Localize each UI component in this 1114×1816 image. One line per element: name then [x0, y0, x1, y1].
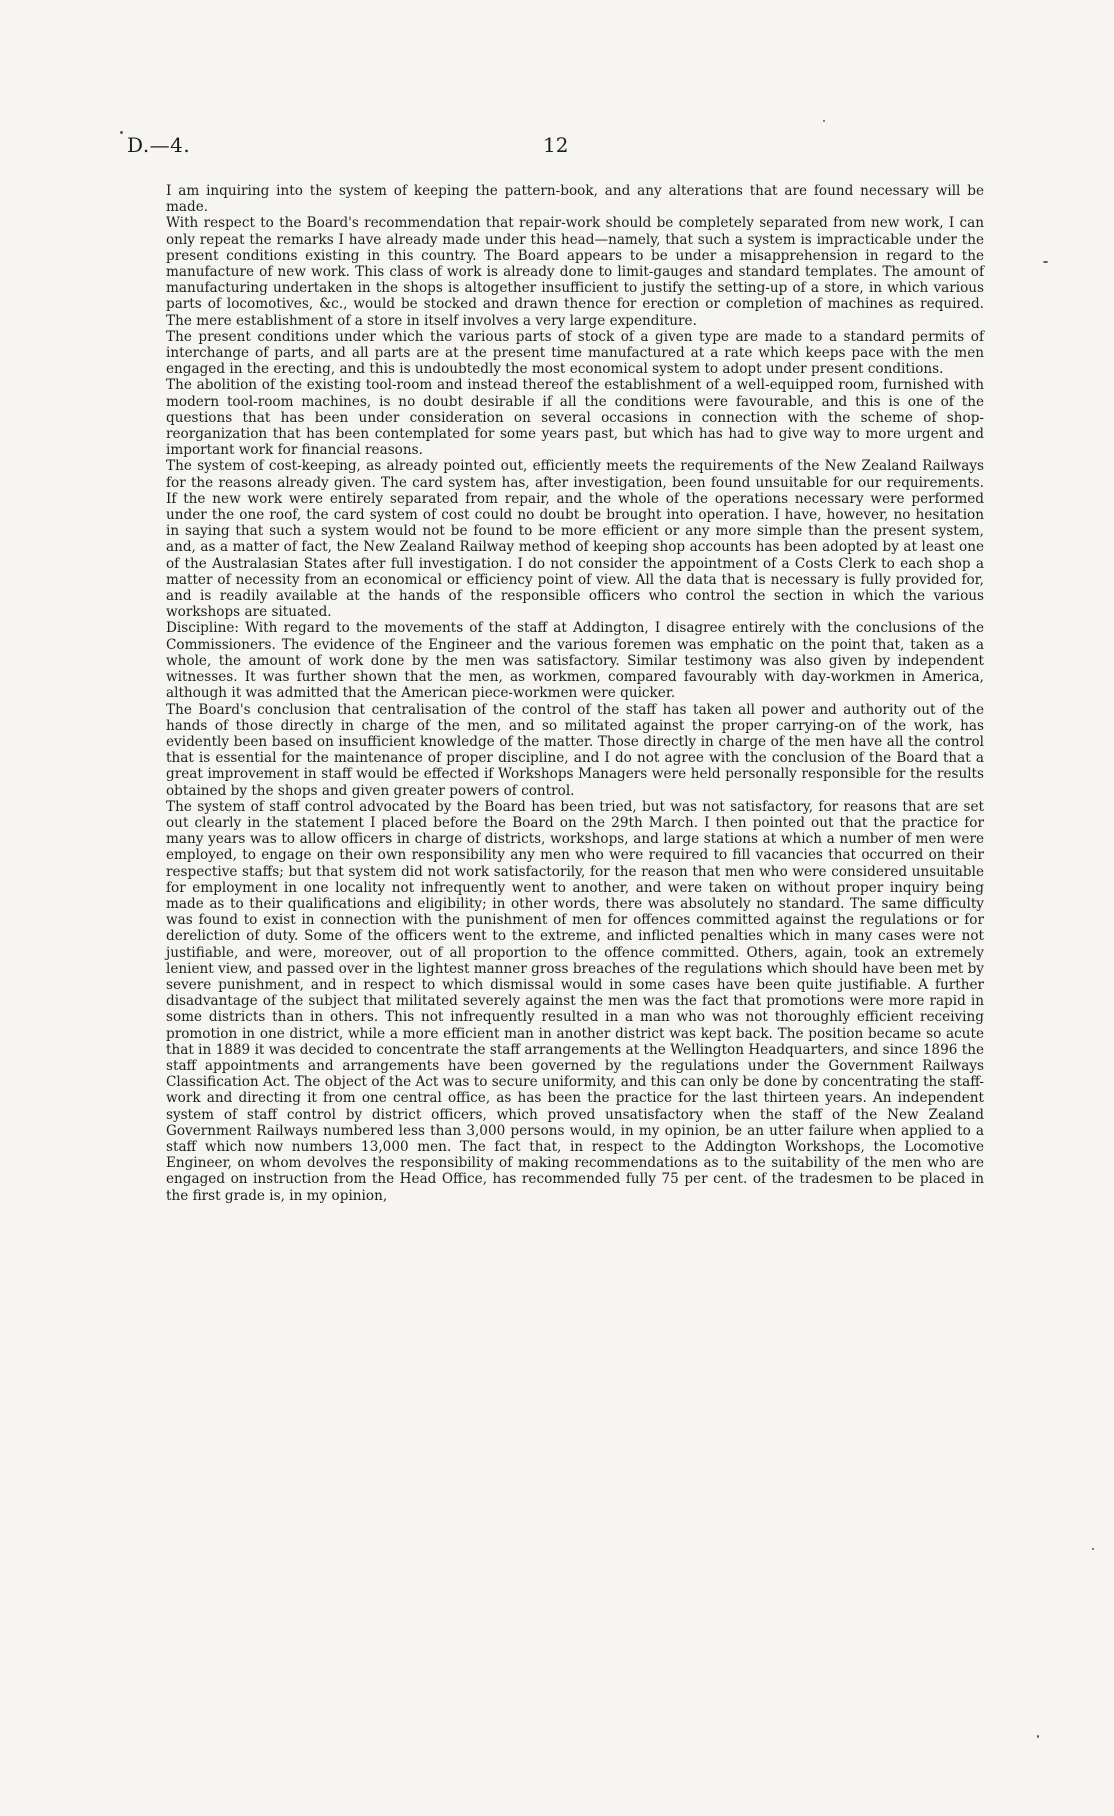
speck [1043, 261, 1048, 263]
paragraph: The present conditions under which the various parts of stock of a given type are made to a standard permits of interchange of parts, and all parts are at the present time manufactured at a rate which keeps pace with the men engaged in the erecting, and this is undoubtedly the most economical system to adopt under present conditions. [166, 328, 984, 378]
speck [1037, 1735, 1039, 1738]
body-text [166, 183, 984, 1204]
page-number: 12 [543, 133, 569, 157]
paragraph: The Board's conclusion that centralisation of the control of the staff has taken all power and authority out of the hands of those directly in charge of the men, and so militated against the proper carrying-on of the work, has evidently been based on insufficient knowledge of the matter. Those directly in charge of the men have all the control that is essential for the maintenance of proper discipline, and I do not agree with the conclusion of the Board that a great improvement in staff would be effected if Workshops Managers were held personally responsible for the results obtained by the shops and given greater powers of control. [166, 701, 984, 799]
paragraph: The system of staff control advocated by the Board has been tried, but was not satisfactory, for reasons that are set out clearly in the statement I placed before the Board on the 29th March. I then pointed out that the practice for many years was to allow officers in charge of districts, workshops, and large stations at which a number of men were employed, to engage on their own responsibility any men who were required to fill vacancies that occurred on their respective staffs; but that system did not work satisfactorily, for the reason that men who were considered unsuitable for employment in one locality not infrequently went to another, and were taken on without proper inquiry being made as to their qualifications and eligibility; in other words, there was absolutely no standard. The same difficulty was found to exist in connection with the punishment of men for offences committed against the regulations or for dereliction of duty. Some of the officers went to the extreme, and inflicted penalties which in many cases were not justifiable, and were, moreover, out of all proportion to the offence committed. Others, again, took an extremely lenient view, and passed over in the lightest manner gross breaches of the regulations which should have been met by severe punishment, and in respect to which dismissal would in some cases have been quite justifiable. A further disadvantage of the subject that militated severely against the men was the fact that promotions were more rapid in some districts than in others. This not infrequently resulted in a man who was not thoroughly efficient receiving promotion in one district, while a more efficient man in another district was kept back. The position became so acute that in 1889 it was decided to concentrate the staff arrangements at the Wellington Headquarters, and since 1896 the staff appointments and arrangements have been governed by the regulations under the Government Railways Classification Act. The object of the Act was to secure uniformity, and this can only be done by concentrating the staff-work and directing it from one central office, as has been the practice for the last thirteen years. An independent system of staff control by district officers, which proved unsatisfactory when the staff of the New Zealand Government Railways numbered less than 3,000 persons would, in my opinion, be an utter failure when applied to a staff which now numbers 13,000 men. The fact that, in respect to the Addington Workshops, the Locomotive Engineer, on whom devolves the responsibility of making recommendations as to the suitability of the men who are engaged on instruction from the Head Office, has recommended fully 75 per cent. of the tradesmen to be placed in the first grade is, in my opinion, [166, 798, 984, 1204]
speck [823, 120, 825, 122]
paragraph: I am inquiring into the system of keeping the pattern-book, and any alterations that are found necessary will be made. [166, 183, 984, 216]
paragraph: With respect to the Board's recommendation that repair-work should be completely separated from new work, I can only repeat the remarks I have already made under this head—namely, that such a system is impracticable under the present conditions existing in this country. The Board appears to be under a misapprehension in regard to the manufacture of new work. This class of work is already done to limit-gauges and standard templates. The amount of manufacturing undertaken in the shops is altogether insufficient to justify the setting-up of a store, in which various parts of locomotives, &c., would be stocked and drawn thence for erection or completion of machines as required. The mere establishment of a store in itself involves a very large expenditure. [166, 215, 984, 329]
document-reference: D.—4. [127, 133, 191, 157]
speck [120, 131, 123, 134]
paragraph: The system of cost-keeping, as already pointed out, efficiently meets the requirements of the New Zealand Railways for the reasons already given. The card system has, after investigation, been found unsuitable for our requirements. If the new work were entirely separated from repair, and the whole of the operations necessary were performed under the one roof, the card system of cost could no doubt be brought into operation. I have, however, no hesitation in saying that such a system would not be found to be more efficient or any more simple than the present system, and, as a matter of fact, the New Zealand Railway method of keeping shop accounts has been adopted by at least one of the Australasian States after full investigation. I do not consider the appointment of a Costs Clerk to each shop a matter of necessity from an economical or efficiency point of view. All the data that is necessary is fully provided for, and is readily available at the hands of the responsible officers who control the section in which the various workshops are situated. [166, 458, 984, 621]
paragraph: The abolition of the existing tool-room and instead thereof the establishment of a well-equipped room, furnished with modern tool-room machines, is no doubt desirable if all the conditions were favourable, and this is one of the questions that has been under consideration on several occasions in connection with the scheme of shop-reorganization that has been contemplated for some years past, but which has had to give way to more urgent and important work for financial reasons. [166, 377, 984, 459]
speck [1092, 1548, 1094, 1550]
paragraph: Discipline: With regard to the movements of the staff at Addington, I disagree entirely with the conclusions of the Commissioners. The evidence of the Engineer and the various foremen was emphatic on the point that, taken as a whole, the amount of work done by the men was satisfactory. Similar testimony was also given by independent witnesses. It was further shown that the men, as workmen, compared favourably with day-workmen in America, although it was admitted that the American piece-workmen were quicker. [166, 620, 984, 702]
